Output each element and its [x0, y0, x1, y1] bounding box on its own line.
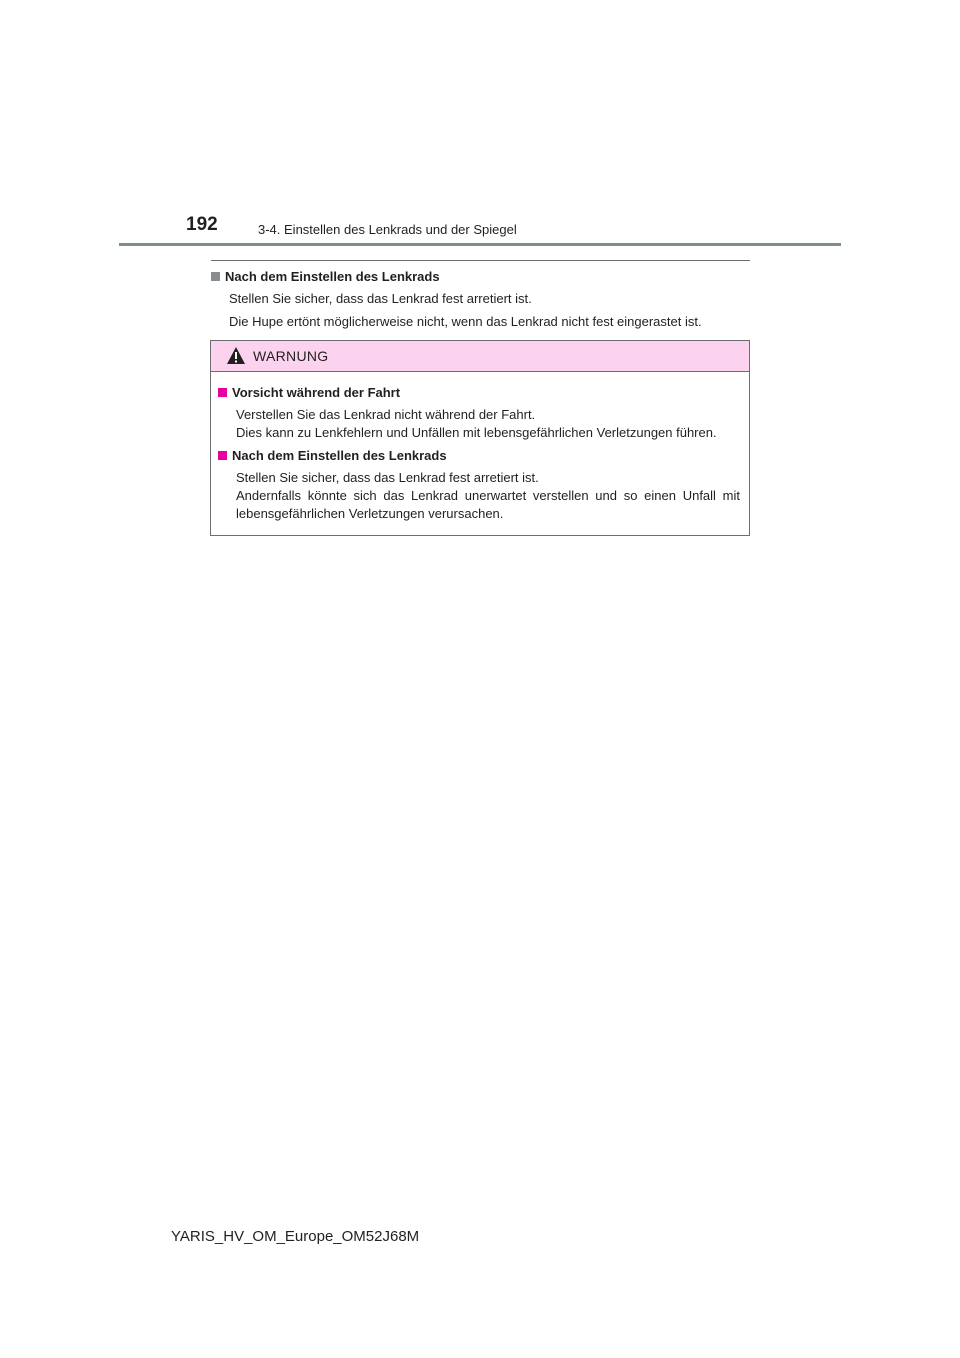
warning-item: [218, 447, 740, 523]
warning-item-heading: [218, 447, 740, 465]
warning-item-heading-text: Vorsicht während der Fahrt: [232, 385, 401, 400]
warning-line: Stellen Sie sicher, dass das Lenkrad fest arretiert ist.: [236, 470, 539, 485]
warning-header: [211, 341, 749, 372]
header-rule: [119, 243, 841, 246]
warning-item: [218, 384, 740, 442]
note-line: Stellen Sie sicher, dass das Lenkrad fest arretiert ist.: [229, 291, 532, 306]
warning-body: [218, 384, 740, 523]
warning-triangle-icon: [226, 346, 246, 365]
warning-box: [210, 340, 750, 536]
warning-line: Verstellen Sie das Lenkrad nicht während der Fahrt.: [236, 407, 536, 422]
warning-label: WARNUNG: [253, 348, 329, 364]
square-bullet-icon: [218, 388, 227, 397]
warning-line: Dies kann zu Lenkfehlern und Unfällen mit lebensgefährlichen Verletzungen führen.: [236, 425, 717, 440]
divider: [211, 260, 750, 261]
note-line: Die Hupe ertönt möglicherweise nicht, wenn das Lenkrad nicht fest eingerastet ist.: [229, 314, 702, 329]
warning-item-heading: [218, 384, 740, 402]
warning-line: Andernfalls könnte sich das Lenkrad unerwartet verstellen und so einen Unfall mit lebensgefährlichen Verletzungen verursachen.: [236, 488, 740, 521]
footer-doc-code: YARIS_HV_OM_Europe_OM52J68M: [171, 1228, 420, 1245]
page-number: 192: [186, 214, 218, 235]
note-block: [211, 268, 751, 331]
note-heading: [211, 268, 751, 286]
square-bullet-icon: [218, 451, 227, 460]
square-bullet-icon: [211, 272, 220, 281]
warning-item-heading-text: Nach dem Einstellen des Lenkrads: [232, 448, 447, 463]
section-title: 3-4. Einstellen des Lenkrads und der Spiegel: [258, 222, 517, 237]
note-heading-text: Nach dem Einstellen des Lenkrads: [225, 269, 440, 284]
